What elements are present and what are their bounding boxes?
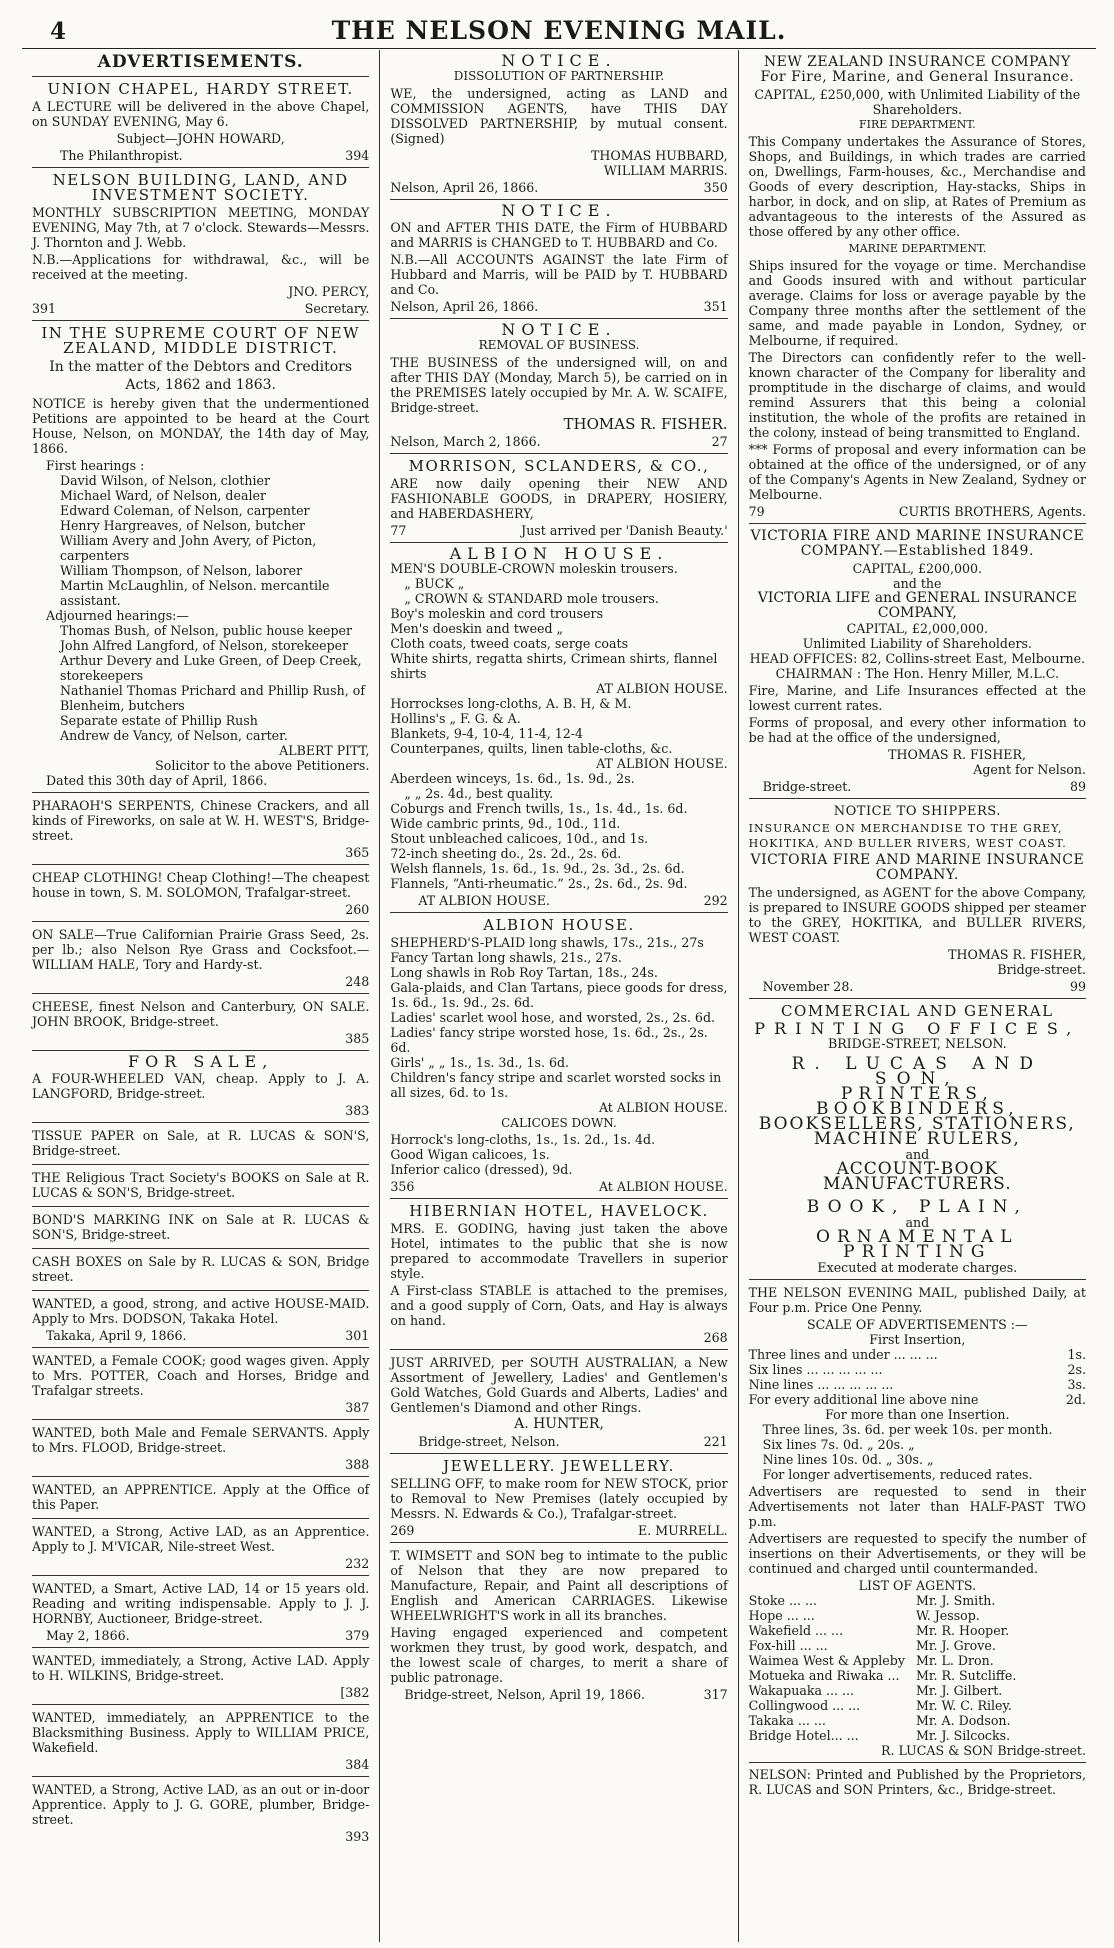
cheap-clothing-text: CHEAP CLOTHING! Cheap Clothing!—The cheapest house in town, S. M. SOLOMON, Trafalgar-street.: [32, 870, 370, 900]
ad-number: 27: [711, 434, 728, 449]
printing-offices: PRINTING OFFICES,: [754, 1019, 1081, 1038]
shippers-company: VICTORIA FIRE AND MARINE INSURANCE COMPANY.: [750, 852, 1085, 883]
wanted-date: Takaka, April 9, 1866.: [46, 1328, 187, 1343]
building-society-head: NELSON BUILDING, LAND, AND INVESTMENT SOCIETY.: [52, 171, 349, 204]
imprint: NELSON: Printed and Published by the Proprietors, R. LUCAS and SON Printers, &c., Bridge-street.: [748, 1767, 1086, 1797]
victoria-chairman: CHAIRMAN : The Hon. Henry Miller, M.L.C.: [775, 666, 1059, 681]
ad-number: 292: [703, 893, 728, 908]
first-hearing-item: Michael Ward, of Nelson, dealer: [60, 488, 266, 503]
albion-line: Stout unbleached calicoes, 10d., and 1s.: [390, 831, 649, 846]
morrison-head: MORRISON, SCLANDERS, & CO.,: [408, 457, 710, 475]
supreme-court-notice: NOTICE is hereby given that the undermentioned Petitions are appointed to be heard at the Court House, Nelson, on MONDAY, the 14th day of May, 1866.: [32, 396, 370, 456]
ad-number: 89: [1069, 779, 1086, 794]
albion-line: Horrockses long-cloths, A. B. H, & M.: [390, 696, 632, 711]
albion-line: Cloth coats, tweed coats, serge coats: [390, 636, 629, 651]
rate-label: Nine lines ... ... ... ... ...: [748, 1377, 894, 1392]
ad-number: 221: [703, 1434, 728, 1449]
cash-boxes-text: CASH BOXES on Sale by R. LUCAS & SON, Bridge street.: [32, 1254, 370, 1284]
agent-name: Mr. J. Grove.: [915, 1638, 996, 1653]
mail-note: Advertisers are requested to send in their Advertisements not later than HALF-PAST TWO p.m.: [748, 1484, 1086, 1529]
first-hearing-item: David Wilson, of Nelson, clothier: [60, 473, 270, 488]
supreme-court-role: Solicitor to the above Petitioners.: [155, 758, 370, 773]
printing-line: PRINTERS,: [840, 1084, 994, 1104]
change-notice-ad: [390, 200, 727, 319]
rate-label: For every additional line above nine: [748, 1392, 979, 1407]
printing-line: Executed at moderate charges.: [817, 1260, 1018, 1275]
wanted-ad: [32, 1705, 369, 1777]
masthead: [22, 14, 1096, 49]
fire-dept-text: This Company undertakes the Assurance of Stores, Shops, and Buildings, in which trades are carried on, Dwellings, Farm-houses, &c., Merchandise and Goods of every description, Hay-stacks, Ships in harbor, in dock, and on slip, at Rates of Premium as advantageous to the interests of the Assured as those offered by any other office.: [748, 134, 1086, 239]
agent-row: [749, 1623, 1066, 1638]
albion-line: Flannels, “Anti-rheumatic.” 2s., 2s. 6d., 2s. 9d.: [390, 876, 688, 891]
hunter-text: JUST ARRIVED, per SOUTH AUSTRALIAN, a New Assortment of Jewellery, Ladies' and Gentlemen's Gold Watches, Gold Guards and Alberts, Ladies' and Gentlemen's Diamond and other Rings.: [390, 1355, 728, 1415]
building-society-role: Secretary.: [304, 301, 370, 316]
wimsett-text: T. WIMSETT and SON beg to intimate to the public of Nelson that they are now prepared to Manufacture, Repair, and Paint all descriptions of English and American CARRIAGES. Likewise WHEELWRIGHT'S work in all its branches.: [390, 1548, 728, 1623]
newspaper-title: THE NELSON EVENING MAIL.: [331, 16, 787, 45]
shippers-text: The undersigned, as AGENT for the above Company, is prepared to INSURE GOODS shipped per steamer to the GREY, HOKITIKA, and BULLER RIVERS, WEST COAST.: [748, 885, 1086, 945]
wanted-ad: [32, 1348, 369, 1420]
wanted-text: WANTED, a Strong, Active LAD, as an out or in-door Apprentice. Apply to J. G. GORE, plumber, Bridge-street.: [32, 1782, 370, 1827]
nz-insurance-ad: [749, 50, 1086, 524]
hibernian-text2: A First-class STABLE is attached to the premises, and a good supply of Corn, Oats, and Hay is always on hand.: [390, 1283, 728, 1328]
agent-name: Mr. R. Hooper.: [915, 1623, 1010, 1638]
adjourned-hearings-label: Adjourned hearings:—: [46, 608, 189, 623]
shippers-ad: [749, 799, 1086, 999]
agent-name: Mr. J. Gilbert.: [915, 1683, 1003, 1698]
weekly-rate: Nine lines 10s. 0d. „ 30s. „: [762, 1452, 934, 1467]
column-1: [22, 50, 379, 1942]
jewellery-signer: E. MURRELL.: [638, 1523, 728, 1538]
page-number: 4: [50, 18, 67, 45]
dissolution-sub: DISSOLUTION OF PARTNERSHIP.: [453, 69, 665, 83]
agent-row: [749, 1638, 1066, 1653]
albion-house-shawls-ad: [390, 913, 727, 1199]
agent-name: Mr. J. Smith.: [915, 1593, 996, 1608]
rate-row: [749, 1362, 1086, 1377]
wanted-ad: [32, 1420, 369, 1477]
victoria-capital: CAPITAL, £200,000.: [852, 561, 983, 576]
albion-line: Inferior calico (dressed), 9d.: [390, 1162, 573, 1177]
cash-boxes-ad: [32, 1249, 369, 1291]
building-society-ad: [32, 168, 369, 321]
rates-list: [749, 1347, 1086, 1407]
union-chapel-ad: [32, 77, 369, 168]
change-notice-nb: N.B.—All ACCOUNTS AGAINST the late Firm of Hubbard and Marris, will be PAID by T. HUBBARD and Co.: [390, 252, 728, 297]
change-notice-date: Nelson, April 26, 1866.: [390, 299, 539, 314]
ad-number: 269: [390, 1523, 415, 1538]
wanted-text: WANTED, immediately, an APPRENTICE to the Blacksmithing Business. Apply to WILLIAM PRICE, Wakefield.: [32, 1710, 370, 1755]
agent-name: Mr. R. Sutcliffe.: [915, 1668, 1017, 1683]
column-2: [379, 50, 737, 1942]
agent-row: [749, 1653, 1066, 1668]
agent-row: [749, 1728, 1066, 1743]
supreme-court-ad: [32, 321, 369, 793]
printing-line: BOOKSELLERS, STATIONERS,: [758, 1114, 1076, 1134]
ad-number: 79: [748, 504, 765, 519]
albion-head: ALBION HOUSE.: [449, 544, 669, 563]
ad-number: 356: [390, 1179, 415, 1194]
fire-dept-head: FIRE DEPARTMENT.: [859, 118, 976, 131]
pharaoh-text: PHARAOH'S SERPENTS, Chinese Crackers, and all kinds of Fireworks, on sale at W. H. WEST'S, Bridge-street.: [32, 798, 370, 843]
mail-note: Advertisers are requested to specify the number of insertions on their Advertisements, or they will be continued and charged until countermanded.: [748, 1531, 1086, 1576]
agent-name: Mr. A. Dodson.: [915, 1713, 1011, 1728]
shippers-signer: THOMAS R. FISHER,: [948, 947, 1086, 962]
agent-place: Waimea West & Appleby: [748, 1653, 905, 1668]
morrison-ad: [390, 454, 727, 543]
ad-number: 351: [703, 299, 728, 314]
jewellery-head: JEWELLERY. JEWELLERY.: [443, 1457, 675, 1475]
albion-line: „ CROWN & STANDARD mole trousers.: [404, 591, 659, 606]
directors-text: The Directors can confidently refer to the well-known character of the Company for liberality and promptitude in the discharge of claims, and would remind Assurers that this being a colonial institution, the whole of the profits are retained in the colony, instead of being transmitted to England.: [748, 350, 1086, 440]
shippers-sub: INSURANCE ON MERCHANDISE TO THE GREY, HOKITIKA, AND BULLER RIVERS, WEST COAST.: [748, 822, 1067, 850]
hunter-signer: A. HUNTER,: [514, 1416, 604, 1432]
removal-signer: THOMAS R. FISHER.: [563, 415, 728, 433]
wanted-text: WANTED, an APPRENTICE. Apply at the Office of this Paper.: [32, 1482, 370, 1512]
victoria-text2: Forms of proposal, and every other information to be had at the office of the undersigned,: [748, 715, 1086, 745]
ad-number: 387: [345, 1400, 370, 1415]
printing-firm: R. LUCAS AND SON,: [791, 1054, 1044, 1089]
victoria-office: HEAD OFFICES: 82, Collins-street East, Melbourne.: [749, 651, 1086, 666]
albion-at: AT ALBION HOUSE.: [418, 893, 550, 908]
ad-number: 383: [345, 1103, 370, 1118]
union-chapel-subject: Subject—JOHN HOWARD,: [116, 131, 285, 146]
wanted-ad: [32, 1519, 369, 1576]
albion-line: „ „ 2s. 4d., best quality.: [404, 786, 554, 801]
section-header-ad: [32, 50, 369, 77]
notice-head: NOTICE.: [501, 320, 617, 339]
marine-dept-text: Ships insured for the voyage or time. Merchandise and Goods insured with and without particular average. Claims for loss or average payable by the Company three months after the settlement of the same, and made payable in London, Sydney, or Melbourne, if required.: [748, 258, 1086, 348]
albion-line: Welsh flannels, 1s. 6d., 1s. 9d., 2s. 3d., 2s. 6d.: [390, 861, 685, 876]
lucas-signature: R. LUCAS & SON Bridge-street.: [881, 1743, 1086, 1758]
supreme-court-dated: Dated this 30th day of April, 1866.: [46, 773, 268, 788]
shippers-date: November 28.: [762, 979, 854, 994]
ad-number: 384: [345, 1757, 370, 1772]
agent-row: [749, 1593, 1066, 1608]
marking-ink-ad: [32, 1207, 369, 1249]
wanted-text: WANTED, both Male and Female SERVANTS. Apply to Mrs. FLOOD, Bridge-street.: [32, 1425, 370, 1455]
albion-at: AT ALBION HOUSE.: [596, 681, 728, 696]
albion-line: Children's fancy stripe and scarlet worsted socks in all sizes, 6d. to 1s.: [390, 1070, 722, 1100]
albion-line: White shirts, regatta shirts, Crimean shirts, flannel shirts: [390, 651, 718, 681]
nelson-mail-ad: [749, 1280, 1086, 1803]
printing-line: ACCOUNT-BOOK MANUFACTURERS.: [823, 1159, 1012, 1194]
cheap-clothing-ad: [32, 865, 369, 922]
victoria-insurance-ad: [749, 524, 1086, 799]
marking-ink-text: BOND'S MARKING INK on Sale at R. LUCAS & SON'S, Bridge-street.: [32, 1212, 370, 1242]
printing-line: ORNAMENTAL PRINTING: [816, 1227, 1019, 1262]
ad-number: 394: [345, 148, 370, 163]
marine-dept-head: MARINE DEPARTMENT.: [848, 242, 987, 255]
agent-name: Mr. J. Silcocks.: [915, 1728, 1011, 1743]
union-chapel-text: A LECTURE will be delivered in the above Chapel, on SUNDAY EVENING, May 6.: [32, 99, 370, 129]
albion-line: Boy's moleskin and cord trousers: [390, 606, 604, 621]
ad-number: 77: [390, 523, 407, 538]
agent-place: Collingwood ... ...: [748, 1698, 861, 1713]
albion-line: Coburgs and French twills, 1s., 1s. 4d., 1s. 6d.: [390, 801, 688, 816]
columns: [22, 50, 1096, 1942]
scale-head: SCALE OF ADVERTISEMENTS :—: [806, 1317, 1028, 1332]
ad-number: 379: [345, 1628, 370, 1643]
agent-place: Motueka and Riwaka ...: [748, 1668, 900, 1683]
dissolution-text: WE, the undersigned, acting as LAND and COMMISSION AGENTS, have THIS DAY DISSOLVED PARTNERSHIP, by mutual consent. (Signed): [390, 86, 728, 146]
hunter-jewellery-ad: [390, 1350, 727, 1454]
adjourned-hearing-item: Separate estate of Phillip Rush: [60, 713, 258, 728]
ad-number: 260: [345, 902, 370, 917]
supreme-court-signer: ALBERT PITT,: [279, 743, 370, 758]
dissolution-ad: [390, 50, 727, 200]
column-3: [738, 50, 1096, 1942]
wanted-ad: [32, 1291, 369, 1348]
wanted-text: WANTED, a Female COOK; good wages given. Apply to Mrs. POTTER, Coach and Horses, Bridge and Trafalgar streets.: [32, 1353, 370, 1398]
albion-line: Ladies' fancy stripe worsted hose, 1s. 6d., 2s., 2s. 6d.: [390, 1025, 708, 1055]
for-sale-head: FOR SALE,: [128, 1052, 274, 1071]
albion-line: Good Wigan calicoes, 1s.: [390, 1147, 550, 1162]
notice-head: NOTICE.: [501, 51, 617, 70]
albion-line: Men's doeskin and tweed „: [390, 621, 564, 636]
wanted-text: WANTED, a Smart, Active LAD, 14 or 15 years old. Reading and writing indispensable. Apply to J. J. HORNBY, Auctioneer, Bridge-street.: [32, 1581, 370, 1626]
wanted-text: WANTED, immediately, a Strong, Active LAD. Apply to H. WILKINS, Bridge-street.: [32, 1653, 370, 1683]
jewellery-text: SELLING OFF, to make room for NEW STOCK, prior to Removal to New Premises (lately occupied by Messrs. N. Edwards & Co.), Trafalgar-street.: [390, 1476, 728, 1521]
wimsett-date: Bridge-street, Nelson, April 19, 1866.: [404, 1687, 645, 1702]
agent-place: Stoke ... ...: [748, 1593, 818, 1608]
albion-at: At ALBION HOUSE.: [598, 1179, 728, 1194]
murrell-jewellery-ad: [390, 1454, 727, 1543]
rate-value: 3s.: [1067, 1377, 1086, 1392]
wanted-date: May 2, 1866.: [46, 1628, 130, 1643]
agent-row: [749, 1608, 1066, 1623]
adjourned-hearing-item: Andrew de Vancy, of Nelson, carter.: [60, 728, 288, 743]
hunter-addr: Bridge-street, Nelson.: [418, 1434, 560, 1449]
building-society-nb: N.B.—Applications for withdrawal, &c., will be received at the meeting.: [32, 252, 370, 282]
rate-value: 1s.: [1067, 1347, 1086, 1362]
first-hearing-item: Edward Coleman, of Nelson, carpenter: [60, 503, 310, 518]
albion-line: MEN'S DOUBLE-CROWN moleskin trousers.: [390, 561, 678, 576]
victoria-capital-2: CAPITAL, £2,000,000.: [846, 621, 989, 636]
albion-line: 72-inch sheeting do., 2s. 2d., 2s. 6d.: [390, 846, 622, 861]
first-hearings-label: First hearings :: [46, 458, 145, 473]
albion-line: Gala-plaids, and Clan Tartans, piece goods for dress, 1s. 6d., 1s. 9d., 2s. 6d.: [390, 980, 728, 1010]
victoria-head: VICTORIA FIRE AND MARINE INSURANCE COMPANY.—Established 1849.: [750, 528, 1085, 559]
ad-number: 99: [1069, 979, 1086, 994]
albion-line: Horrock's long-cloths, 1s., 1s. 2d., 1s. 4d.: [390, 1132, 656, 1147]
building-society-signer: JNO. PERCY,: [288, 284, 370, 299]
printing-line: MACHINE RULERS,: [813, 1129, 1021, 1149]
adjourned-hearing-item: Thomas Bush, of Nelson, public house keeper: [60, 623, 353, 638]
nz-insurance-head: NEW ZEALAND INSURANCE COMPANY For Fire, Marine, and General Insurance.: [760, 54, 1075, 85]
victoria-and: and the: [893, 576, 942, 591]
ad-number: 388: [345, 1457, 370, 1472]
wanted-text: WANTED, a good, strong, and active HOUSE-MAID. Apply to Mrs. DODSON, Takaka Hotel.: [32, 1296, 370, 1326]
cheese-text: CHEESE, finest Nelson and Canterbury, ON SALE. JOHN BROOK, Bridge-street.: [32, 999, 370, 1029]
agent-row: [749, 1698, 1066, 1713]
ad-number: 301: [345, 1328, 370, 1343]
first-hearing-item: Martin McLaughlin, of Nelson. mercantile assistant.: [60, 578, 330, 608]
union-chapel-head: UNION CHAPEL, HARDY STREET.: [47, 80, 354, 98]
ad-number: [382: [340, 1685, 370, 1700]
printing-head: COMMERCIAL AND GENERAL: [781, 1002, 1054, 1020]
notice-head: NOTICE.: [501, 201, 617, 220]
albion-line: Counterpanes, quilts, linen table-cloths, &c.: [390, 741, 673, 756]
nz-insurance-capital: CAPITAL, £250,000, with Unlimited Liability of the Shareholders.: [754, 87, 1081, 117]
albion-line: SHEPHERD'S-PLAID long shawls, 17s., 21s., 27s Fancy Tartan long shawls, 21s., 27s.: [390, 935, 704, 965]
wanted-ad: [32, 1648, 369, 1705]
albion-line: Wide cambric prints, 9d., 10d., 11d.: [390, 816, 621, 831]
weekly-rate: Three lines, 3s. 6d. per week 10s. per month.: [762, 1422, 1053, 1437]
albion-line: Long shawls in Rob Roy Tartan, 18s., 24s.: [390, 965, 658, 980]
rate-row: [749, 1377, 1086, 1392]
dissolution-date: Nelson, April 26, 1866.: [390, 180, 539, 195]
printing-line: BOOK, PLAIN,: [806, 1197, 1028, 1217]
building-society-text: MONTHLY SUBSCRIPTION MEETING, MONDAY EVENING, May 7th, at 7 o'clock. Stewards—Messrs. J. Thornton and J. Webb.: [32, 205, 370, 250]
change-notice-text: ON and AFTER THIS DATE, the Firm of HUBBARD and MARRIS is CHANGED to T. HUBBARD and Co.: [390, 220, 728, 250]
albion-line: „ BUCK „: [404, 576, 465, 591]
morrison-footer: Just arrived per 'Danish Beauty.': [521, 523, 728, 538]
longer-note: For longer advertisements, reduced rates.: [762, 1467, 1033, 1482]
agent-place: Bridge Hotel... ...: [748, 1728, 859, 1743]
dissolution-signer: THOMAS HUBBARD,: [590, 148, 728, 163]
first-hearing-item: William Avery and John Avery, of Picton, carpenters: [60, 533, 317, 563]
agent-place: Wakefield ... ...: [748, 1623, 844, 1638]
wimsett-text2: Having engaged experienced and competent workmen they trust, by good work, despatch, and the lowest scale of charges, to merit a share of public patronage.: [390, 1625, 728, 1685]
for-sale-text: A FOUR-WHEELED VAN, cheap. Apply to J. A. LANGFORD, Bridge-street.: [32, 1071, 370, 1101]
shippers-head: NOTICE TO SHIPPERS.: [833, 804, 1001, 819]
agent-name: W. Jessop.: [915, 1608, 980, 1623]
agent-place: Hope ... ...: [748, 1608, 815, 1623]
ad-number: 248: [345, 974, 370, 989]
wanted-ad: [32, 1477, 369, 1519]
hibernian-head: HIBERNIAN HOTEL, HAVELOCK.: [409, 1202, 709, 1220]
ad-number: 232: [345, 1556, 370, 1571]
cheese-ad: [32, 994, 369, 1051]
albion-head: ALBION HOUSE.: [483, 916, 635, 934]
agent-name: Mr. L. Dron.: [915, 1653, 994, 1668]
victoria-signer: THOMAS R. FISHER,: [888, 747, 1026, 762]
agent-place: Fox-hill ... ...: [748, 1638, 828, 1653]
adjourned-hearing-item: Nathaniel Thomas Prichard and Phillip Rush, of Blenheim, butchers: [60, 683, 365, 713]
albion-at: At ALBION HOUSE.: [598, 1100, 728, 1115]
ad-number: 365: [345, 845, 370, 860]
tissue-paper-text: TISSUE PAPER on Sale, at R. LUCAS & SON'S, Bridge-street.: [32, 1128, 370, 1158]
agent-place: Wakapuaka ... ...: [748, 1683, 854, 1698]
printing-line: BOOKBINDERS,: [815, 1099, 1019, 1119]
removal-text: THE BUSINESS of the undersigned will, on and after THIS DAY (Monday, March 5), be carried on in the PREMISES lately occupied by Mr. A. W. SCAIFE, Bridge-street.: [390, 355, 728, 415]
removal-ad: [390, 319, 727, 454]
ad-number: 268: [703, 1330, 728, 1345]
adjourned-hearing-item: John Alfred Langford, of Nelson, storekeeper: [60, 638, 349, 653]
first-hearing-item: Henry Hargreaves, of Nelson, butcher: [60, 518, 306, 533]
rate-label: Six lines ... ... ... ... ...: [748, 1362, 883, 1377]
morrison-text: ARE now daily opening their NEW AND FASHIONABLE GOODS, in DRAPERY, HOSIERY, and HABERDASHERY,: [390, 476, 728, 521]
albion-house-ad: [390, 543, 727, 913]
mail-text: THE NELSON EVENING MAIL, published Daily, at Four p.m. Price One Penny.: [748, 1285, 1086, 1315]
ad-number: 391: [32, 301, 57, 316]
agents-list: [749, 1593, 1086, 1743]
rate-row: [749, 1347, 1086, 1362]
ad-number: 350: [703, 180, 728, 195]
printing-and: and: [905, 1215, 930, 1230]
section-title: ADVERTISEMENTS.: [97, 52, 304, 72]
religious-tract-text: THE Religious Tract Society's BOOKS on Sale at R. LUCAS & SON'S, Bridge-street.: [32, 1170, 370, 1200]
rate-value: 2d.: [1065, 1392, 1086, 1407]
hibernian-text: MRS. E. GODING, having just taken the above Hotel, intimates to the public that she is now prepared to accommodate Travellers in superior style.: [390, 1221, 728, 1281]
agent-row: [749, 1683, 1066, 1698]
shippers-addr: Bridge-street.: [997, 962, 1086, 977]
printing-and: and: [905, 1147, 930, 1162]
albion-line: Aberdeen winceys, 1s. 6d., 1s. 9d., 2s.: [390, 771, 635, 786]
albion-line: Blankets, 9-4, 10-4, 11-4, 12-4: [390, 726, 584, 741]
albion-line: Hollins's „ F. G. & A.: [390, 711, 521, 726]
adjourned-hearing-item: Arthur Devery and Luke Green, of Deep Creek, storekeepers: [60, 653, 362, 683]
divider: [749, 1762, 1086, 1763]
grass-seed-text: ON SALE—True Californian Prairie Grass Seed, 2s. per lb.; also Nelson Rye Grass and Cocksfoot.—WILLIAM HALE, Tory and Hardy-st.: [32, 927, 370, 972]
wimsett-ad: [390, 1543, 727, 1706]
grass-seed-ad: [32, 922, 369, 994]
more-insertion: For more than one Insertion.: [825, 1407, 1010, 1422]
forms-text: *** Forms of proposal and every information can be obtained at the office of the undersigned, or of any of the Company's Agents in New Zealand, Sydney or Melbourne.: [748, 442, 1086, 502]
victoria-life: VICTORIA LIFE and GENERAL INSURANCE COMPANY,: [757, 590, 1077, 621]
ad-number: 393: [345, 1829, 370, 1844]
removal-sub: REMOVAL OF BUSINESS.: [478, 338, 640, 352]
dissolution-signer: WILLIAM MARRIS.: [603, 163, 728, 178]
wanted-ad: [32, 1576, 369, 1648]
ad-number: 385: [345, 1031, 370, 1046]
agent-place: Takaka ... ...: [748, 1713, 826, 1728]
rate-label: Three lines and under ... ... ...: [748, 1347, 938, 1362]
agent-row: [749, 1713, 1066, 1728]
printing-offices-ad: [749, 999, 1086, 1280]
supreme-court-head: IN THE SUPREME COURT OF NEW ZEALAND, MIDDLE DISTRICT.: [41, 324, 360, 357]
wanted-ad: [32, 1777, 369, 1848]
agents-head: LIST OF AGENTS.: [858, 1578, 977, 1593]
first-hearing-item: William Thompson, of Nelson, laborer: [60, 563, 303, 578]
rate-row: [749, 1392, 1086, 1407]
printing-street: BRIDGE-STREET, NELSON.: [827, 1036, 1007, 1051]
victoria-text: Fire, Marine, and Life Insurances effected at the lowest current rates.: [748, 683, 1086, 713]
agent-row: [749, 1668, 1066, 1683]
first-insertion: First Insertion,: [869, 1332, 966, 1347]
union-chapel-philanthropist: The Philanthropist.: [60, 148, 183, 163]
pharaoh-ad: [32, 793, 369, 865]
albion-at: AT ALBION HOUSE.: [596, 756, 728, 771]
ad-number: 317: [703, 1687, 728, 1702]
tissue-paper-ad: [32, 1123, 369, 1165]
calicoes-down: CALICOES DOWN.: [501, 1116, 617, 1130]
victoria-liability: Unlimited Liability of Shareholders.: [802, 636, 1032, 651]
agent-name: Mr. W. C. Riley.: [915, 1698, 1012, 1713]
weekly-rate: Six lines 7s. 0d. „ 20s. „: [762, 1437, 915, 1452]
supreme-court-sub: In the matter of the Debtors and Creditors Acts, 1862 and 1863.: [49, 359, 353, 393]
albion-line: Girls' „ „ 1s., 1s. 3d., 1s. 6d.: [390, 1055, 570, 1070]
victoria-addr: Bridge-street.: [762, 779, 852, 794]
hibernian-hotel-ad: [390, 1199, 727, 1350]
victoria-role: Agent for Nelson.: [973, 762, 1086, 777]
nz-insurance-signer: CURTIS BROTHERS, Agents.: [898, 504, 1086, 519]
for-sale-ad: [32, 1051, 369, 1123]
removal-date: Nelson, March 2, 1866.: [390, 434, 541, 449]
rate-value: 2s.: [1067, 1362, 1086, 1377]
albion-line: Ladies' scarlet wool hose, and worsted, 2s., 2s. 6d.: [390, 1010, 716, 1025]
wanted-text: WANTED, a Strong, Active LAD, as an Apprentice. Apply to J. M'VICAR, Nile-street West.: [32, 1524, 370, 1554]
religious-tract-ad: [32, 1165, 369, 1207]
